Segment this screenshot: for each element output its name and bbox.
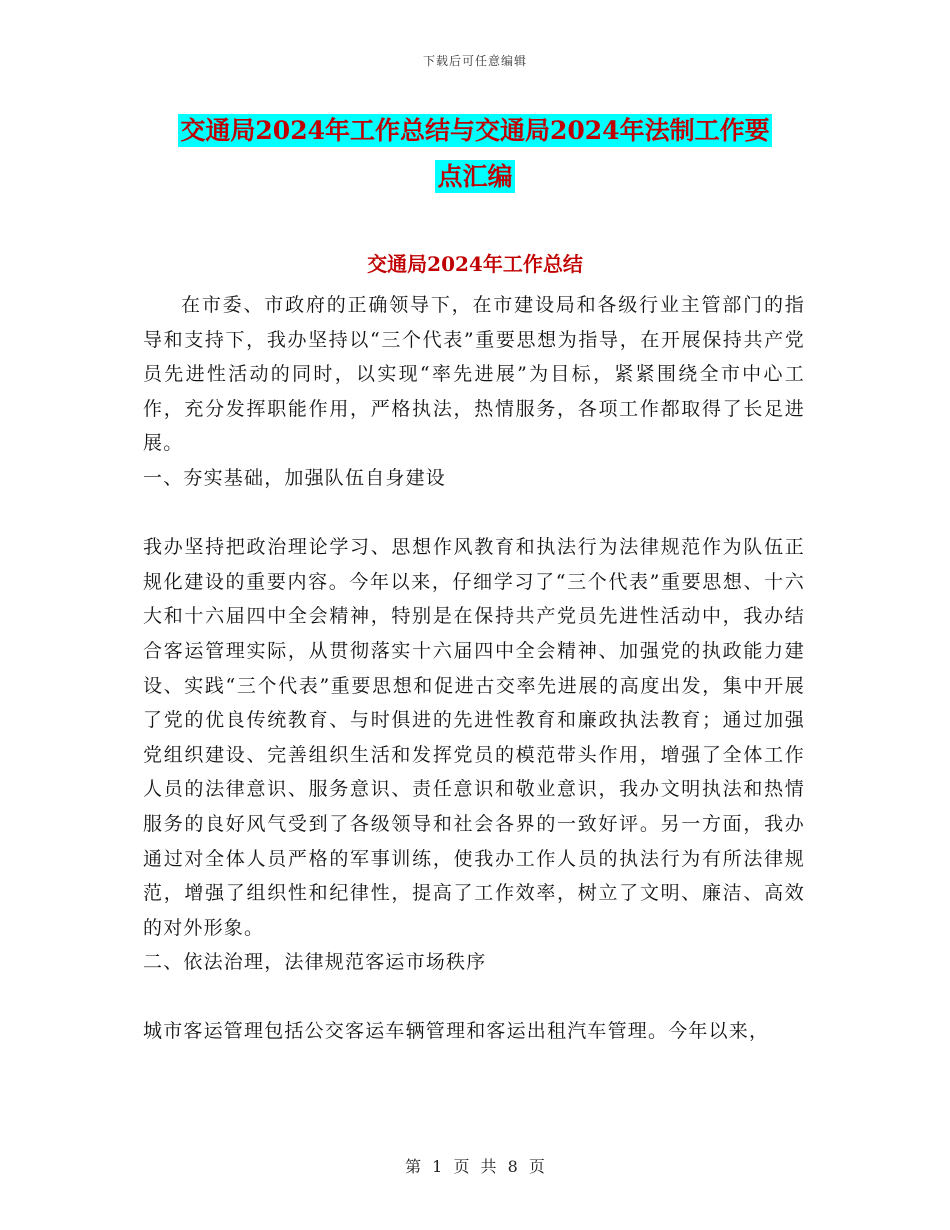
document-title-line1: 交通局2024年工作总结与交通局2024年法制工作要 xyxy=(180,116,770,145)
document-title-line2: 点汇编 xyxy=(437,162,513,191)
header-note: 下载后可任意编辑 xyxy=(422,54,527,68)
paragraph-2: 城市客运管理包括公交客运车辆管理和客运出租汽车管理。今年以来， xyxy=(143,1020,770,1043)
section-title: 交通局2024年工作总结 xyxy=(367,252,583,276)
document-body xyxy=(143,288,805,1049)
blank-line xyxy=(143,496,805,531)
blank-line xyxy=(143,980,805,1015)
page-footer: 第 1 页 共 8 页 xyxy=(405,1157,545,1176)
paragraph-1: 我办坚持把政治理论学习、思想作风教育和执法行为法律规范作为队伍正规化建设的重要内容。今年以来，仔细学习了“三个代表”重要思想、十六大和十六届四中全会精神，特别是在保持共产党员先进性活动中，我办结合客运管理实际，从贯彻落实十六届四中全会精神、加强党的执政能力建设、实践“三个代表”重要思想和促进古交率先进展的高度出发，集中开展了党的优良传统教育、与时俱进的先进性教育和廉政执法教育；通过加强党组织建设、完善组织生活和发挥党员的模范带头作用，增强了全体工作人员的法律意识、服务意识、责任意识和敬业意识，我办文明执法和热情服务的良好风气受到了各级领导和社会各界的一致好评。另一方面，我办通过对全体人员严格的军事训练，使我办工作人员的执法行为有所法律规范，增强了组织性和纪律性，提高了工作效率，树立了文明、廉洁、高效的对外形象。 xyxy=(143,536,805,939)
paragraph-intro: 在市委、市政府的正确领导下，在市建设局和各级行业主管部门的指导和支持下，我办坚持以“三个代表”重要思想为指导，在开展保持共产党员先进性活动的同时，以实现“率先进展”为目标，紧紧围绕全市中心工作，充分发挥职能作用，严格执法，热情服务，各项工作都取得了长足进展。 xyxy=(143,294,805,455)
heading-1: 一、夯实基础，加强队伍自身建设 xyxy=(143,466,447,489)
document-title xyxy=(140,108,810,200)
heading-2: 二、依法治理，法律规范客运市场秩序 xyxy=(143,951,487,974)
